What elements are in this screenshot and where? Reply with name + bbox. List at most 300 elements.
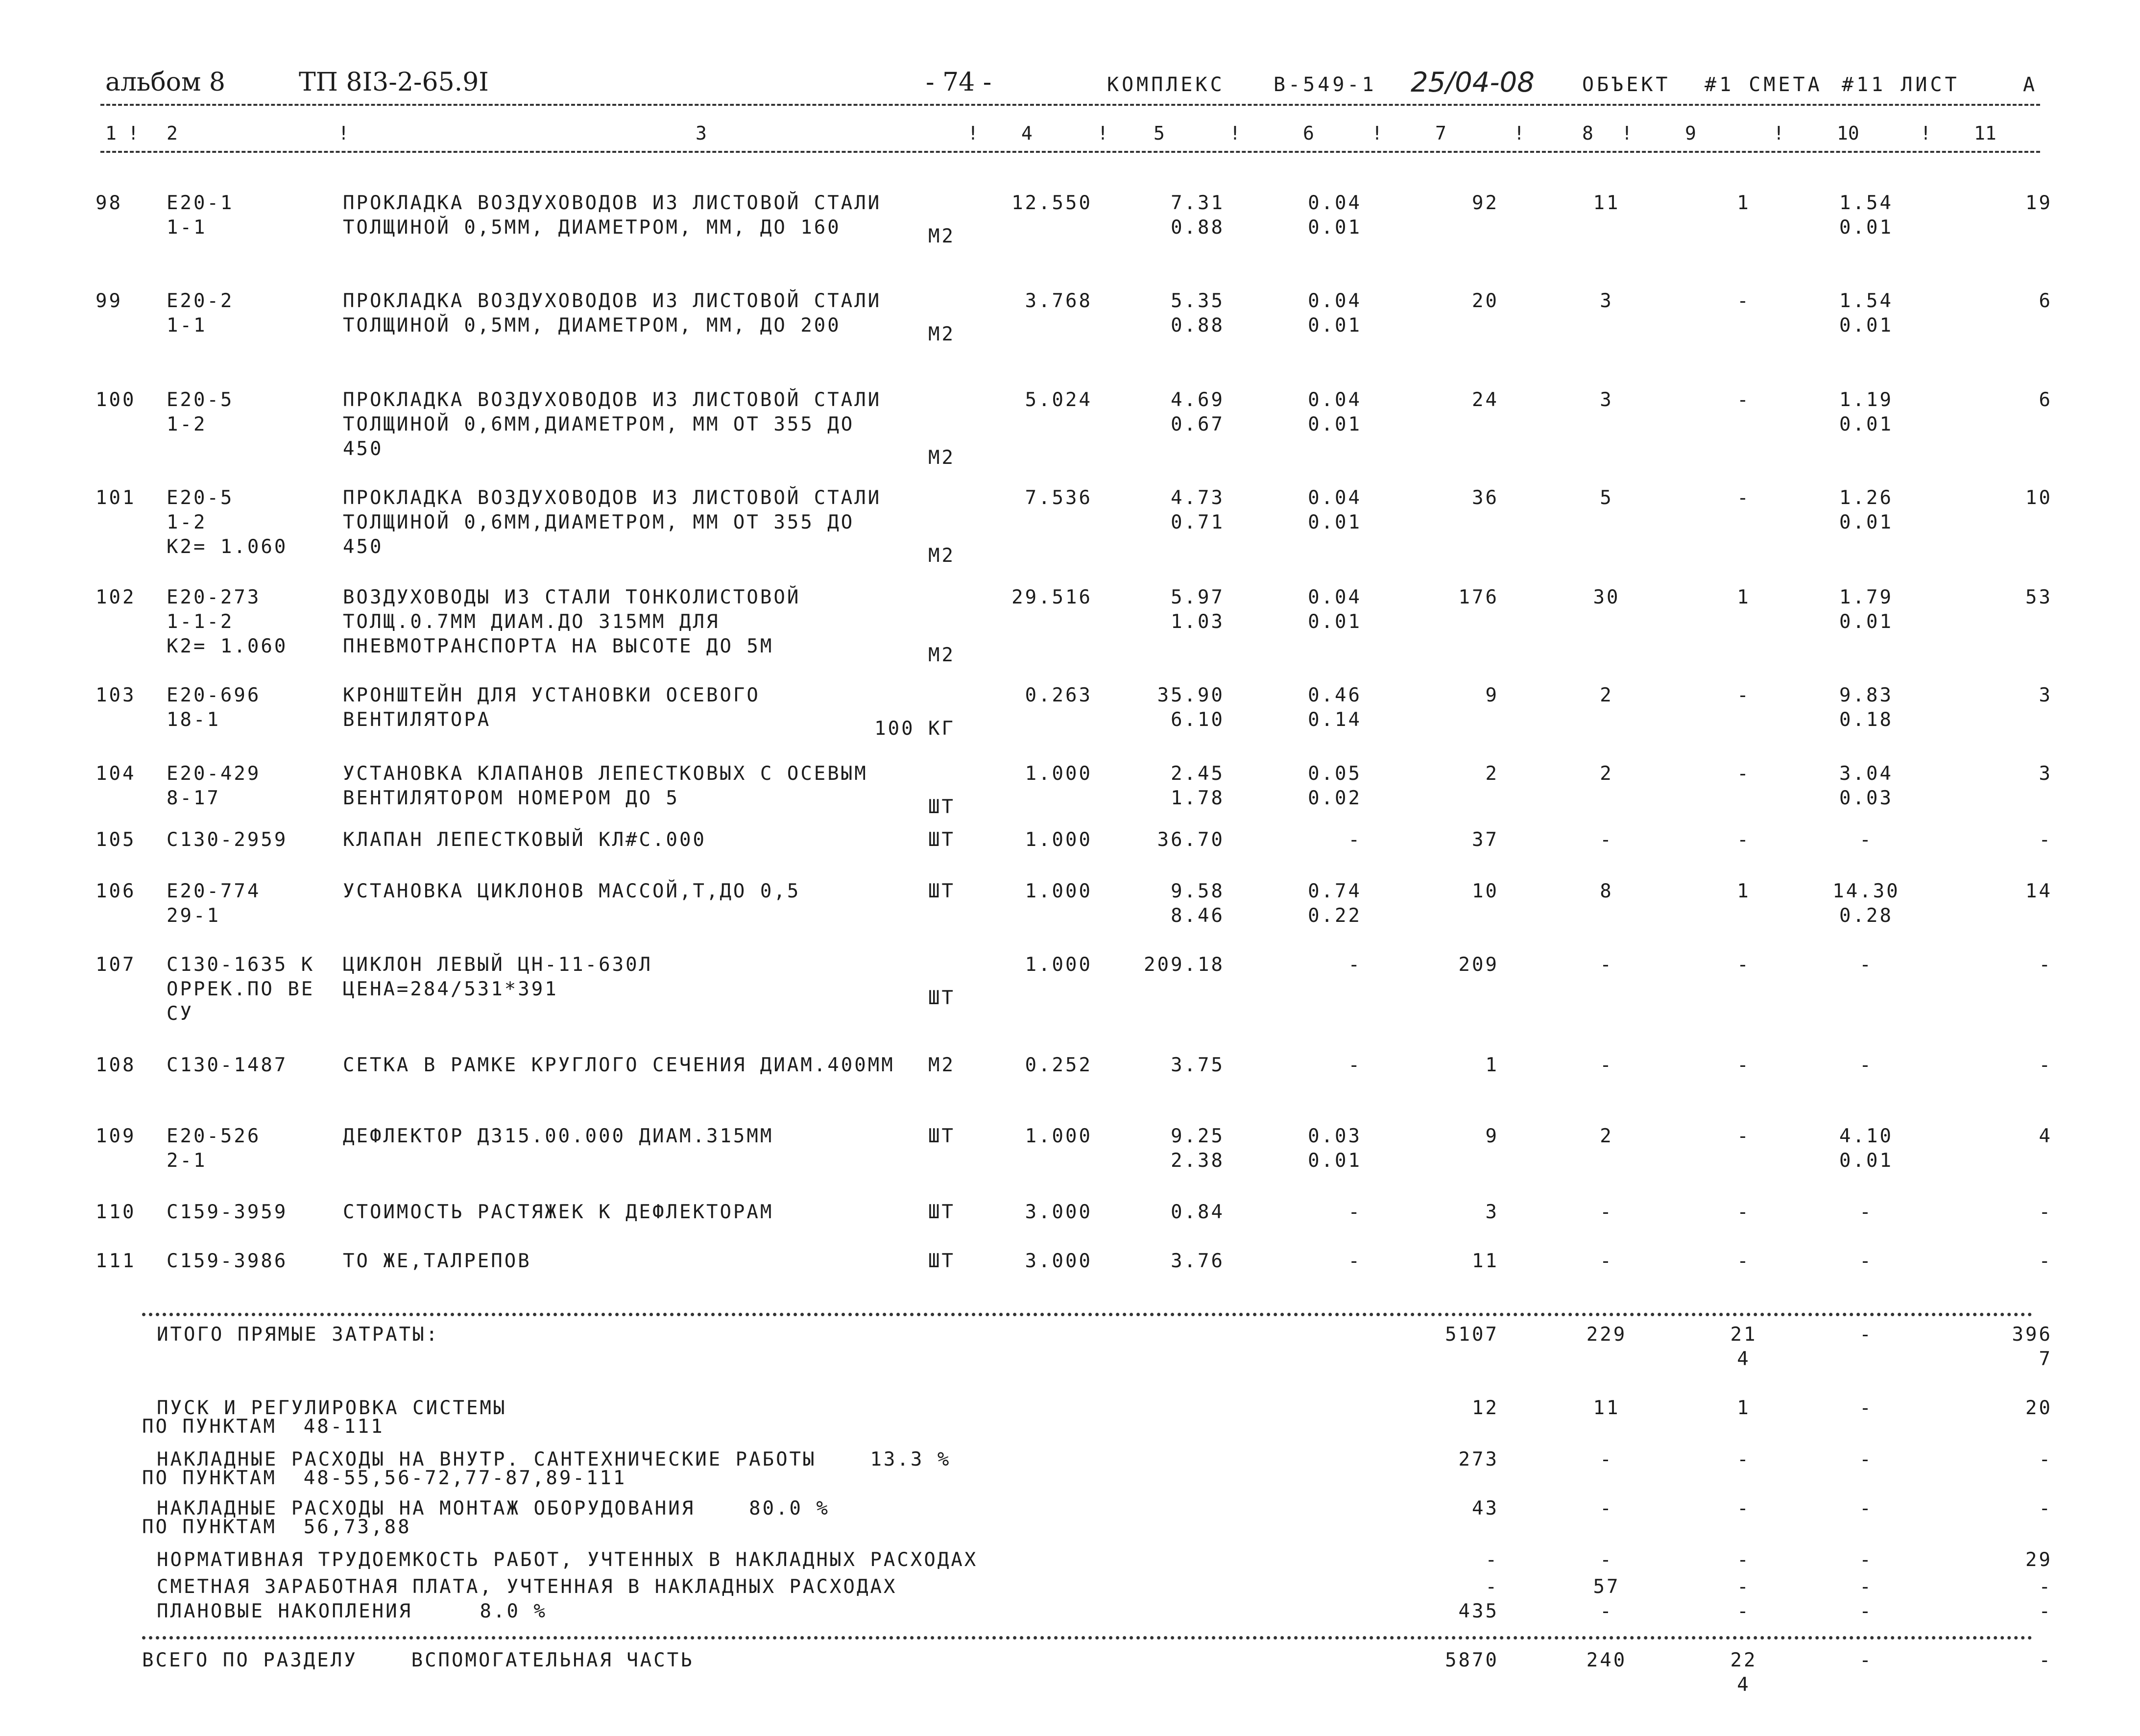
machine-cost: 0.01 [1308, 314, 1362, 337]
work-description: СЕТКА В РАМКЕ КРУГЛОГО СЕЧЕНИЯ ДИАМ.400ММ [343, 1054, 895, 1076]
machine-cost: 0.01 [1308, 217, 1362, 239]
row-number: 100 [96, 389, 136, 411]
norm-code: К2= 1.060 [167, 635, 288, 657]
col-sep: ! [1514, 122, 1525, 144]
work-description: ТОЛЩИНОЙ 0,6ММ,ДИАМЕТРОМ, ММ ОТ 355 ДО [343, 511, 855, 533]
norm-code: Е20-696 [167, 684, 261, 706]
row-number: 103 [96, 684, 136, 706]
col-sep: ! [1229, 122, 1241, 144]
work-description: ПРОКЛАДКА ВОЗДУХОВОДОВ ИЗ ЛИСТОВОЙ СТАЛИ [343, 487, 882, 509]
machine-cost: 0.14 [1308, 709, 1362, 731]
norm-code: Е20-429 [167, 763, 261, 785]
machine-cost: 0.04 [1308, 586, 1362, 608]
norm-code: С159-3959 [167, 1201, 288, 1223]
machine-cost: 0.04 [1308, 290, 1362, 312]
work-description: ЦИКЛОН ЛЕВЫЙ ЦН-11-630Л [343, 954, 653, 976]
total-cost: 10 [1472, 880, 1499, 902]
norm-code: 1-1-2 [167, 611, 234, 633]
quantity: 7.536 [1025, 487, 1092, 509]
work-description: 450 [343, 438, 384, 460]
totals-line-total: - [2039, 1448, 2052, 1471]
totals-line-labor: - [1600, 1497, 1613, 1519]
total-cost: 9 [1485, 1125, 1499, 1147]
work-description: ПРОКЛАДКА ВОЗДУХОВОДОВ ИЗ ЛИСТОВОЙ СТАЛИ [343, 389, 882, 411]
total-labor: - [2039, 954, 2052, 976]
machine-labor: - [1737, 1250, 1751, 1272]
section-total-machine-2: 4 [1737, 1674, 1751, 1696]
work-description: ДЕФЛЕКТОР Д315.00.000 ДИАМ.315ММ [343, 1125, 774, 1147]
machine-labor: - [1737, 829, 1751, 851]
row-number: 102 [96, 586, 136, 608]
quantity: 0.252 [1025, 1054, 1092, 1076]
labor-hours: 1.19 [1839, 389, 1893, 411]
unit-of-measure: М2 [928, 1054, 955, 1076]
section-total-label: ВСЕГО ПО РАЗДЕЛУ ВСПОМОГАТЕЛЬНАЯ ЧАСТЬ [142, 1649, 694, 1671]
object-label: ОБЪЕКТ [1582, 73, 1671, 96]
total-labor: 53 [2025, 586, 2052, 608]
row-number: 108 [96, 1054, 136, 1076]
totals-line-machine: - [1737, 1549, 1751, 1571]
norm-code: Е20-2 [167, 290, 234, 312]
work-description: СТОИМОСТЬ РАСТЯЖЕК К ДЕФЛЕКТОРАМ [343, 1201, 774, 1223]
total-labor: - [2039, 829, 2052, 851]
totals-direct-total: 396 [2012, 1324, 2052, 1346]
totals-line-hours: - [1859, 1549, 1873, 1571]
totals-line-label: СМЕТНАЯ ЗАРАБОТНАЯ ПЛАТА, УЧТЕННАЯ В НАКЛАДНЫХ РАСХОДАХ [157, 1576, 897, 1598]
col-11: 11 [1974, 122, 1996, 144]
unit-of-measure: М2 [928, 644, 955, 666]
norm-code: 1-2 [167, 413, 207, 435]
norm-code: Е20-273 [167, 586, 261, 608]
work-description: УСТАНОВКА ЦИКЛОНОВ МАССОЙ,Т,ДО 0,5 [343, 880, 801, 902]
col-sep: ! [1621, 122, 1633, 144]
labor-hours: 0.01 [1839, 217, 1893, 239]
unit-of-measure: ШТ [928, 1250, 955, 1272]
unit-cost: 1.03 [1171, 611, 1225, 633]
total-labor: - [2039, 1250, 2052, 1272]
total-cost: 176 [1458, 586, 1499, 608]
work-description: ВЕНТИЛЯТОРОМ НОМЕРОМ ДО 5 [343, 787, 679, 809]
totals-direct-machine-2: 4 [1737, 1348, 1751, 1370]
sheet-header [0, 68, 2140, 107]
total-labor: - [2039, 1054, 2052, 1076]
total-cost: 92 [1472, 192, 1499, 214]
col-sep: ! [967, 122, 979, 144]
labor-hours: - [1859, 829, 1873, 851]
labor-cost: - [1600, 829, 1613, 851]
machine-labor: 1 [1737, 586, 1751, 608]
complex-label: КОМПЛЕКС [1107, 73, 1225, 96]
totals-line-machine: - [1737, 1576, 1751, 1598]
machine-labor: 1 [1737, 192, 1751, 214]
col-sep: ! [1371, 122, 1383, 144]
unit-cost: 5.97 [1171, 586, 1225, 608]
totals-line-total: - [2039, 1497, 2052, 1519]
unit-of-measure: М2 [928, 323, 955, 345]
labor-hours: 1.26 [1839, 487, 1893, 509]
unit-cost: 8.46 [1171, 905, 1225, 927]
quantity: 1.000 [1025, 829, 1092, 851]
machine-labor: - [1737, 389, 1751, 411]
unit-of-measure: М2 [928, 447, 955, 469]
labor-hours: 1.54 [1839, 192, 1893, 214]
total-labor: 14 [2025, 880, 2052, 902]
unit-cost: 9.58 [1171, 880, 1225, 902]
totals-line-label: НОРМАТИВНАЯ ТРУДОЕМКОСТЬ РАБОТ, УЧТЕННЫХ В НАКЛАДНЫХ РАСХОДАХ [157, 1549, 978, 1571]
labor-hours: 4.10 [1839, 1125, 1893, 1147]
handwritten-note: 25/04-08 [1411, 67, 1535, 98]
labor-cost: 2 [1600, 763, 1613, 785]
labor-cost: - [1600, 1054, 1613, 1076]
unit-of-measure: М2 [928, 225, 955, 247]
labor-cost: - [1600, 954, 1613, 976]
unit-cost: 6.10 [1171, 709, 1225, 731]
section-total-total: - [2039, 1649, 2052, 1671]
totals-line-labor: - [1600, 1549, 1613, 1571]
quantity: 5.024 [1025, 389, 1092, 411]
totals-line-scope: ПО ПУНКТАМ 48-55,56-72,77-87,89-111 [142, 1467, 627, 1489]
norm-code: 1-1 [167, 314, 207, 337]
unit-of-measure: ШТ [928, 880, 955, 902]
col-8: 8 [1582, 122, 1593, 144]
totals-direct-hours: - [1859, 1324, 1873, 1346]
work-description: ТОЛЩИНОЙ 0,5ММ, ДИАМЕТРОМ, ММ, ДО 200 [343, 314, 841, 337]
norm-code: С159-3986 [167, 1250, 288, 1272]
totals-direct-labor: 229 [1586, 1324, 1627, 1346]
totals-line-labor: - [1600, 1600, 1613, 1622]
row-number: 111 [96, 1250, 136, 1272]
norm-code: 2-1 [167, 1150, 207, 1172]
totals-line-hours: - [1859, 1576, 1873, 1598]
machine-cost: 0.05 [1308, 763, 1362, 785]
labor-cost: 5 [1600, 487, 1613, 509]
labor-hours: 9.83 [1839, 684, 1893, 706]
totals-direct-machine: 21 [1730, 1324, 1757, 1346]
col-sep: ! [338, 122, 349, 144]
machine-labor: - [1737, 763, 1751, 785]
section-separator [142, 1636, 2033, 1640]
machine-labor: - [1737, 684, 1751, 706]
unit-cost: 5.35 [1171, 290, 1225, 312]
norm-code: Е20-5 [167, 487, 234, 509]
estimate-number: #11 ЛИСТ [1842, 73, 1960, 96]
unit-cost: 7.31 [1171, 192, 1225, 214]
quantity: 1.000 [1025, 1125, 1092, 1147]
unit-cost: 0.84 [1171, 1201, 1225, 1223]
machine-labor: - [1737, 1201, 1751, 1223]
total-cost: 37 [1472, 829, 1499, 851]
totals-line-total: 29 [2025, 1549, 2052, 1571]
machine-cost: 0.22 [1308, 905, 1362, 927]
machine-cost: 0.04 [1308, 487, 1362, 509]
labor-hours: 0.01 [1839, 511, 1893, 533]
work-description: ПРОКЛАДКА ВОЗДУХОВОДОВ ИЗ ЛИСТОВОЙ СТАЛИ [343, 192, 882, 214]
col-sep: ! [1773, 122, 1784, 144]
object-number: #1 СМЕТА [1705, 73, 1823, 96]
totals-line-hours: - [1859, 1600, 1873, 1622]
quantity: 3.000 [1025, 1201, 1092, 1223]
row-number: 105 [96, 829, 136, 851]
labor-hours: 0.01 [1839, 611, 1893, 633]
total-cost: 11 [1472, 1250, 1499, 1272]
total-labor: 3 [2039, 684, 2052, 706]
unit-of-measure: ШТ [928, 796, 955, 818]
machine-cost: - [1348, 1250, 1362, 1272]
quantity: 12.550 [1011, 192, 1092, 214]
total-cost: 9 [1485, 684, 1499, 706]
total-labor: 10 [2025, 487, 2052, 509]
work-description: УСТАНОВКА КЛАПАНОВ ЛЕПЕСТКОВЫХ С ОСЕВЫМ [343, 763, 868, 785]
section-total-machine: 22 [1730, 1649, 1757, 1671]
quantity: 29.516 [1011, 586, 1092, 608]
norm-code: СУ [167, 1003, 193, 1025]
total-labor: 19 [2025, 192, 2052, 214]
quantity: 1.000 [1025, 954, 1092, 976]
totals-line-hours: - [1859, 1448, 1873, 1471]
norm-code: Е20-1 [167, 192, 234, 214]
row-number: 107 [96, 954, 136, 976]
col-3: 3 [696, 122, 707, 144]
quantity: 3.000 [1025, 1250, 1092, 1272]
totals-line-cost: - [1485, 1576, 1499, 1598]
unit-cost: 2.45 [1171, 763, 1225, 785]
totals-line-labor: - [1600, 1448, 1613, 1471]
labor-cost: - [1600, 1201, 1613, 1223]
totals-direct-total-2: 7 [2039, 1348, 2052, 1370]
totals-line-label: ПЛАНОВЫЕ НАКОПЛЕНИЯ 8.0 % [157, 1600, 547, 1622]
labor-cost: - [1600, 1250, 1613, 1272]
row-number: 110 [96, 1201, 136, 1223]
unit-cost: 4.73 [1171, 487, 1225, 509]
work-description: ВЕНТИЛЯТОРА [343, 709, 491, 731]
work-description: КРОНШТЕЙН ДЛЯ УСТАНОВКИ ОСЕВОГО [343, 684, 760, 706]
totals-line-hours: - [1859, 1397, 1873, 1419]
album-label: альбом 8 [105, 68, 226, 97]
total-cost: 20 [1472, 290, 1499, 312]
machine-labor: - [1737, 954, 1751, 976]
machine-cost: - [1348, 954, 1362, 976]
total-labor: 6 [2039, 389, 2052, 411]
col-10: 10 [1837, 122, 1859, 144]
labor-hours: 0.03 [1839, 787, 1893, 809]
labor-hours: - [1859, 1250, 1873, 1272]
norm-code: Е20-5 [167, 389, 234, 411]
totals-line-total: - [2039, 1576, 2052, 1598]
unit-cost: 9.25 [1171, 1125, 1225, 1147]
total-cost: 24 [1472, 389, 1499, 411]
work-description: ТОЛЩИНОЙ 0,5ММ, ДИАМЕТРОМ, ММ, ДО 160 [343, 217, 841, 239]
row-number: 104 [96, 763, 136, 785]
totals-line-hours: - [1859, 1497, 1873, 1519]
work-description: ПРОКЛАДКА ВОЗДУХОВОДОВ ИЗ ЛИСТОВОЙ СТАЛИ [343, 290, 882, 312]
labor-cost: 2 [1600, 684, 1613, 706]
total-cost: 3 [1485, 1201, 1499, 1223]
unit-of-measure: ШТ [928, 1125, 955, 1147]
norm-code: 1-2 [167, 511, 207, 533]
col-sep: ! [1920, 122, 1931, 144]
complex-code: В-549-1 [1274, 73, 1377, 96]
column-number-row [0, 122, 2140, 147]
labor-cost: 8 [1600, 880, 1613, 902]
norm-code: С130-2959 [167, 829, 288, 851]
totals-line-label: НАКЛАДНЫЕ РАСХОДЫ НА МОНТАЖ ОБОРУДОВАНИЯ 80.0 % [157, 1497, 830, 1519]
totals-line-label: НАКЛАДНЫЕ РАСХОДЫ НА ВНУТР. САНТЕХНИЧЕСКИЕ РАБОТЫ 13.3 % [157, 1448, 951, 1471]
norm-code: С130-1487 [167, 1054, 288, 1076]
header-rule-bottom [100, 151, 2040, 153]
quantity: 1.000 [1025, 763, 1092, 785]
totals-line-scope: ПО ПУНКТАМ 56,73,88 [142, 1516, 411, 1538]
totals-line-machine: - [1737, 1497, 1751, 1519]
unit-cost: 4.69 [1171, 389, 1225, 411]
work-description: 450 [343, 536, 384, 558]
machine-cost: - [1348, 1201, 1362, 1223]
unit-cost: 0.71 [1171, 511, 1225, 533]
unit-of-measure: ШТ [928, 987, 955, 1009]
work-description: ТОЛЩ.0.7ММ ДИАМ.ДО 315ММ ДЛЯ [343, 611, 720, 633]
machine-labor: - [1737, 290, 1751, 312]
quantity: 0.263 [1025, 684, 1092, 706]
labor-hours: 0.18 [1839, 709, 1893, 731]
unit-cost: 36.70 [1157, 829, 1225, 851]
col-4: 4 [1021, 122, 1033, 144]
unit-of-measure: 100 КГ [874, 718, 955, 740]
quantity: 3.768 [1025, 290, 1092, 312]
col-6: 6 [1303, 122, 1314, 144]
work-description: ТО ЖЕ,ТАЛРЕПОВ [343, 1250, 531, 1272]
machine-labor: 1 [1737, 880, 1751, 902]
row-number: 106 [96, 880, 136, 902]
total-cost: 209 [1458, 954, 1499, 976]
labor-hours: 3.04 [1839, 763, 1893, 785]
labor-hours: 14.30 [1832, 880, 1900, 902]
totals-direct-cost: 5107 [1445, 1324, 1499, 1346]
norm-code: К2= 1.060 [167, 536, 288, 558]
totals-line-labor: 57 [1593, 1576, 1620, 1598]
totals-line-total: - [2039, 1600, 2052, 1622]
machine-cost: - [1348, 829, 1362, 851]
totals-direct-label: ИТОГО ПРЯМЫЕ ЗАТРАТЫ: [157, 1324, 440, 1346]
norm-code: С130-1635 К [167, 954, 315, 976]
col-5: 5 [1154, 122, 1165, 144]
machine-cost: 0.74 [1308, 880, 1362, 902]
total-labor: 3 [2039, 763, 2052, 785]
work-description: ТОЛЩИНОЙ 0,6ММ,ДИАМЕТРОМ, ММ ОТ 355 ДО [343, 413, 855, 435]
totals-line-machine: - [1737, 1600, 1751, 1622]
labor-hours: - [1859, 954, 1873, 976]
machine-cost: 0.01 [1308, 511, 1362, 533]
totals-line-cost: - [1485, 1549, 1499, 1571]
unit-cost: 0.67 [1171, 413, 1225, 435]
row-number: 109 [96, 1125, 136, 1147]
norm-code: Е20-526 [167, 1125, 261, 1147]
labor-hours: 0.01 [1839, 314, 1893, 337]
machine-cost: 0.04 [1308, 389, 1362, 411]
total-labor: 4 [2039, 1125, 2052, 1147]
col-2: 2 [167, 122, 178, 144]
machine-cost: 0.01 [1308, 1150, 1362, 1172]
unit-cost: 0.88 [1171, 217, 1225, 239]
unit-of-measure: ШТ [928, 829, 955, 851]
quantity: 1.000 [1025, 880, 1092, 902]
labor-hours: 1.54 [1839, 290, 1893, 312]
machine-labor: - [1737, 487, 1751, 509]
norm-code: 18-1 [167, 709, 220, 731]
col-7: 7 [1435, 122, 1446, 144]
row-number: 98 [96, 192, 122, 214]
unit-cost: 209.18 [1144, 954, 1225, 976]
totals-separator [142, 1313, 2033, 1316]
totals-line-label: ПУСК И РЕГУЛИРОВКА СИСТЕМЫ [157, 1397, 507, 1419]
page-number: - 74 - [926, 68, 992, 97]
unit-cost: 0.88 [1171, 314, 1225, 337]
header-rule-top [100, 104, 2040, 106]
work-description: ПНЕВМОТРАНСПОРТА НА ВЫСОТЕ ДО 5М [343, 635, 774, 657]
norm-code: 29-1 [167, 905, 220, 927]
work-description: КЛАПАН ЛЕПЕСТКОВЫЙ КЛ#С.000 [343, 829, 706, 851]
machine-cost: 0.46 [1308, 684, 1362, 706]
machine-cost: 0.01 [1308, 413, 1362, 435]
unit-of-measure: ШТ [928, 1201, 955, 1223]
unit-of-measure: М2 [928, 545, 955, 567]
row-number: 101 [96, 487, 136, 509]
totals-line-cost: 435 [1458, 1600, 1499, 1622]
col-sep: ! [1097, 122, 1108, 144]
row-number: 99 [96, 290, 122, 312]
col-9: 9 [1685, 122, 1696, 144]
labor-cost: 3 [1600, 389, 1613, 411]
total-labor: - [2039, 1201, 2052, 1223]
machine-cost: 0.03 [1308, 1125, 1362, 1147]
machine-cost: 0.04 [1308, 192, 1362, 214]
totals-line-machine: - [1737, 1448, 1751, 1471]
machine-labor: - [1737, 1125, 1751, 1147]
machine-cost: - [1348, 1054, 1362, 1076]
section-total-hours: - [1859, 1649, 1873, 1671]
total-labor: 6 [2039, 290, 2052, 312]
norm-code: 1-1 [167, 217, 207, 239]
total-cost: 36 [1472, 487, 1499, 509]
totals-line-cost: 273 [1458, 1448, 1499, 1471]
totals-line-labor: 11 [1593, 1397, 1620, 1419]
total-cost: 2 [1485, 763, 1499, 785]
norm-code: 8-17 [167, 787, 220, 809]
unit-cost: 2.38 [1171, 1150, 1225, 1172]
unit-cost: 3.76 [1171, 1250, 1225, 1272]
work-description: ЦЕНА=284/531*391 [343, 978, 558, 1000]
labor-hours: 1.79 [1839, 586, 1893, 608]
totals-line-total: 20 [2025, 1397, 2052, 1419]
project-code: ТП 8I3-2-65.9I [299, 68, 489, 97]
labor-cost: 2 [1600, 1125, 1613, 1147]
labor-hours: - [1859, 1201, 1873, 1223]
section-total-labor: 240 [1586, 1649, 1627, 1671]
labor-cost: 3 [1600, 290, 1613, 312]
labor-hours: 0.01 [1839, 413, 1893, 435]
unit-cost: 35.90 [1157, 684, 1225, 706]
col-1: 1 ! [105, 122, 139, 144]
total-cost: 1 [1485, 1054, 1499, 1076]
totals-line-cost: 43 [1472, 1497, 1499, 1519]
labor-hours: 0.01 [1839, 1150, 1893, 1172]
totals-line-machine: 1 [1737, 1397, 1751, 1419]
sheet-letter: А [2023, 73, 2038, 96]
machine-cost: 0.02 [1308, 787, 1362, 809]
labor-cost: 30 [1593, 586, 1620, 608]
totals-line-cost: 12 [1472, 1397, 1499, 1419]
unit-cost: 3.75 [1171, 1054, 1225, 1076]
labor-cost: 11 [1593, 192, 1620, 214]
section-total-cost: 5870 [1445, 1649, 1499, 1671]
